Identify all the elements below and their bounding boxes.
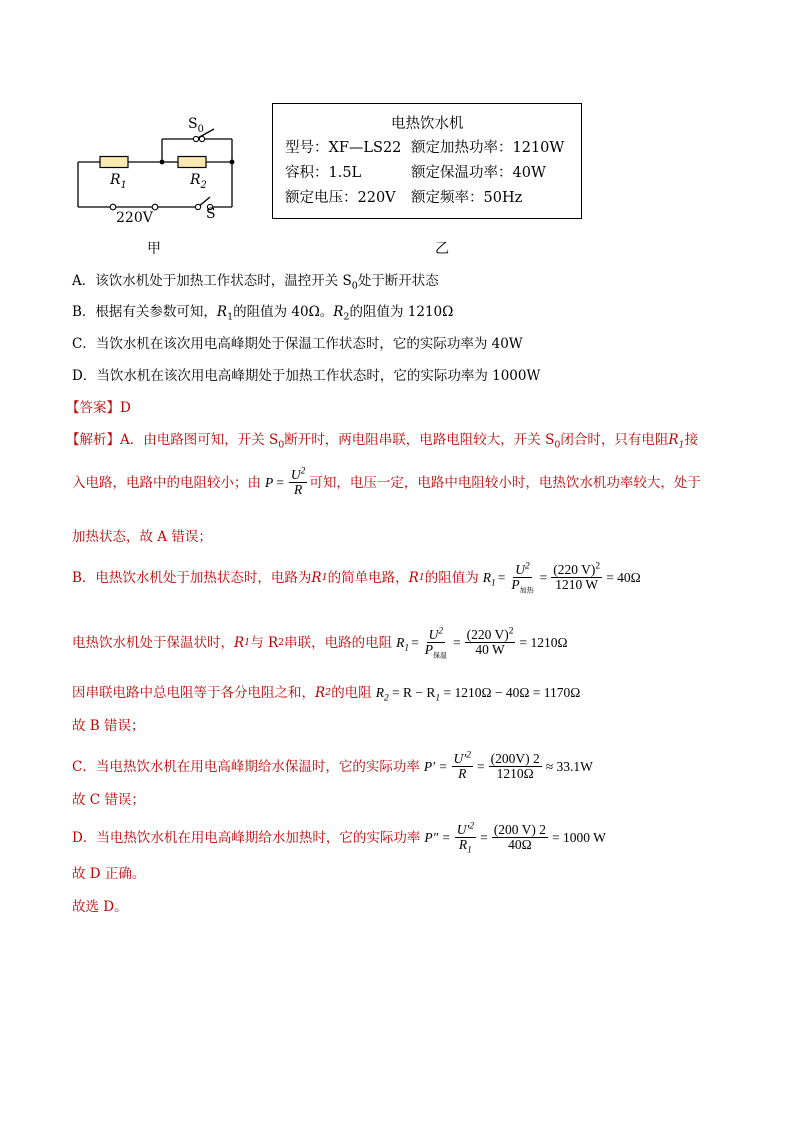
formula-b1-frac1: $\frac{U^2}{P_{加热}}$ — [511, 561, 534, 595]
formula-b1-result: = 40Ω — [606, 569, 641, 585]
formula-b2-frac2: $\frac{(220 V)^2}{40 W}$ — [466, 626, 514, 657]
formula-d-result: = 1000 W — [551, 829, 606, 845]
label-s0: $S_0$ — [188, 116, 204, 135]
caption-yi: 乙 — [435, 241, 449, 257]
formula-b2-eq1: = — [411, 634, 419, 650]
label-s: S — [206, 206, 216, 222]
analysis-b-line3: 因串联电路中总电阻等于各分电阻之和， R 2 的电阻 $R_2 = R - R_1 = 1210\Omega - 40\Omega = 1170\Omega$ — [72, 685, 581, 704]
circuit-diagram — [70, 112, 250, 230]
formula-d-lhs: P″ = — [424, 829, 451, 845]
analysis-final: 故选 D。 — [72, 899, 128, 915]
caption-jia: 甲 — [147, 241, 161, 257]
spec-title: 电热饮水机 — [391, 116, 464, 132]
formula-p: P — [265, 474, 274, 490]
formula-b1-frac2: $\frac{(220 V)^2}{1210 W}$ — [553, 561, 601, 592]
formula-c-frac2: $\frac{(200V) 2}{1210\Omega}$ — [490, 751, 540, 781]
analysis-a-line1: 【解析】A．由电路图可知，开关 $S_0$断开时，两电阻串联，电路电阻较大，开关 $S_0$闭合时，只有电阻$R_1$接 — [66, 432, 699, 451]
formula-b2-result: = 1210Ω — [519, 634, 568, 650]
formula-b1-eq2: = — [539, 569, 548, 585]
formula-b1-lhs: $R_1$ — [482, 569, 496, 589]
option-a: A．该饮水机处于加热工作状态时，温控开关 $S_0$处于断开状态 — [72, 273, 439, 292]
formula-c-result: ≈ 33.1W — [545, 758, 593, 774]
label-r1: $R_1$ — [110, 172, 127, 191]
analysis-b-line1: B．电热饮水机处于加热状态时，电路为 R 1 的简单电路， R 1 的阻值为 $R_1$ = $\frac{U^2}{P_{加热}}$ = $\frac{(220 V)^2}{1210 W}$ = 40Ω — [72, 561, 641, 595]
formula-d-frac2: $\frac{(200 V) 2}{40\Omega}$ — [493, 822, 546, 852]
formula-b3: $R_2 = R - R_1 = 1210\Omega - 40\Omega = 1170\Omega$ — [375, 685, 581, 704]
label-voltage: 220V — [116, 210, 153, 226]
analysis-b-line2: 电热饮水机处于保温状时， R 1 与 R 2 串联，电路的电阻 $R_1$ = $\frac{U^2}{P_{保温}}$ = $\frac{(220 V)^2}{40 W}$ = 1210Ω — [72, 626, 568, 660]
analysis-c-line2: 故 C 错误； — [72, 792, 145, 808]
resistor-r1 — [100, 157, 128, 168]
spec-keepwarm-power: 额定保温功率：40W — [411, 165, 546, 181]
analysis-c-line1: C．当电热饮水机在用电高峰期给水保温时，它的实际功率 P′ = $\frac{U'^2}{R}$ = $\frac{(200V) 2}{1210\Omega}$ ≈ 33.1W — [72, 750, 593, 781]
formula-c-frac1: $\frac{U'^2}{R}$ — [453, 750, 471, 781]
formula-b2-frac1: $\frac{U^2}{P_{保温}}$ — [424, 626, 448, 660]
resistor-r2 — [178, 157, 206, 168]
spec-model: 型号：XF—LS22 — [285, 140, 402, 156]
option-b: B．根据有关参数可知，$R_1$的阻值为 40Ω。$R_2$的阻值为 1210Ω — [72, 304, 454, 323]
analysis-a-line2: 入电路，电路中的电阻较小；由 P = $\frac{U^2}{R}$ 可知，电压一定，电路中电阻较小时，电热饮水机功率较大，处于 — [72, 466, 701, 497]
formula-c-lhs: P′ = — [423, 758, 448, 774]
spec-volume: 容积：1.5L — [285, 165, 362, 181]
spec-heating-power: 额定加热功率：1210W — [411, 140, 565, 156]
formula-c-eq: = — [476, 758, 485, 774]
analysis-a-line3: 加热状态，故 A 错误； — [72, 529, 212, 545]
formula-d-eq: = — [480, 829, 488, 845]
circuit-svg — [70, 112, 250, 230]
spec-frequency: 额定频率：50Hz — [411, 190, 523, 206]
spec-plate — [272, 103, 582, 219]
formula-p-eq: = — [276, 474, 284, 490]
formula-b1-eq1: = — [497, 569, 506, 585]
option-d: D．当饮水机在该次用电高峰期处于加热工作状态时，它的实际功率为 1000W — [72, 368, 541, 384]
analysis-d-line1: D．当电热饮水机在用电高峰期给水加热时，它的实际功率 P″ = $\frac{U'^2}{R_1}$ = $\frac{(200 V) 2}{40\Omega}$ = 1000 W — [72, 821, 606, 856]
formula-p-frac: $\frac{U^2}{R}$ — [290, 466, 306, 497]
formula-d-frac1: $\frac{U'^2}{R_1}$ — [456, 821, 475, 856]
analysis-d-line2: 故 D 正确。 — [72, 866, 146, 882]
option-c: C．当饮水机在该次用电高峰期处于保温工作状态时，它的实际功率为 40W — [72, 336, 523, 352]
analysis-b-line4: 故 B 错误； — [72, 718, 145, 734]
answer-label: 【答案】D — [66, 400, 131, 416]
label-r2: $R_2$ — [190, 172, 207, 191]
spec-voltage: 额定电压：220V — [285, 190, 396, 206]
formula-b2-lhs: $R_1$ — [396, 634, 410, 654]
formula-b2-eq2: = — [453, 634, 461, 650]
